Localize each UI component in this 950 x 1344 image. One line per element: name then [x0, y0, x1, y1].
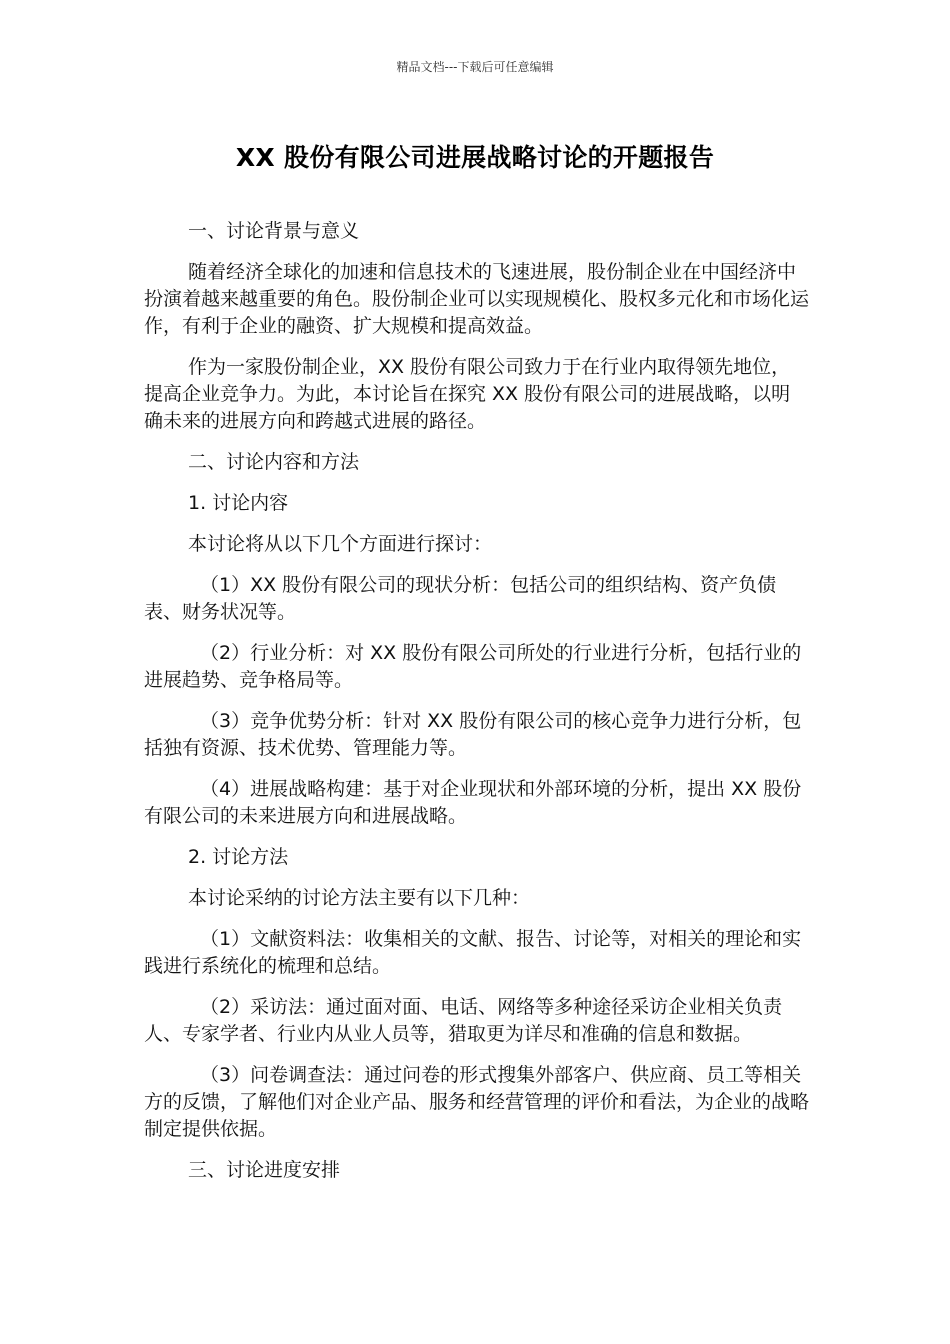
- document-body: [144, 218, 809, 1198]
- paragraph-background-1: 随着经济全球化的加速和信息技术的飞速进展，股份制企业在中国经济中扮演着越来越重要的角色。股份制企业可以实现规模化、股权多元化和市场化运作，有利于企业的融资、扩大规模和提高效益。: [144, 261, 810, 337]
- list-item-method-2: （2）采访法：通过面对面、电话、网络等多种途径采访企业相关负责人、专家学者、行业内从业人员等，猎取更为详尽和准确的信息和数据。: [144, 996, 783, 1045]
- paragraph-background-2: 作为一家股份制企业，XX 股份有限公司致力于在行业内取得领先地位，提高企业竞争力。为此，本讨论旨在探究 XX 股份有限公司的进展战略，以明确未来的进展方向和跨越式进展的路径。: [144, 356, 791, 432]
- section-heading-background: 一、讨论背景与意义: [188, 220, 360, 242]
- document-title: XX 股份有限公司进展战略讨论的开题报告: [235, 143, 715, 172]
- subsection-heading-content: 1. 讨论内容: [188, 492, 289, 514]
- list-item-content-1: （1）XX 股份有限公司的现状分析：包括公司的组织结构、资产负债表、财务状况等。: [144, 574, 777, 623]
- list-item-content-2: （2）行业分析：对 XX 股份有限公司所处的行业进行分析，包括行业的进展趋势、竞争格局等。: [144, 642, 802, 691]
- list-item-method-3: （3）问卷调查法：通过问卷的形式搜集外部客户、供应商、员工等相关方的反馈，了解他们对企业产品、服务和经营管理的评价和看法，为企业的战略制定提供依据。: [144, 1064, 810, 1140]
- section-heading-schedule: 三、讨论进度安排: [188, 1159, 341, 1181]
- subsection-heading-method: 2. 讨论方法: [188, 846, 289, 868]
- header-note: 精品文档---下载后可任意编辑: [396, 60, 554, 74]
- list-item-method-1: （1）文献资料法：收集相关的文献、报告、讨论等，对相关的理论和实践进行系统化的梳理和总结。: [144, 928, 802, 977]
- list-item-content-4: （4）进展战略构建：基于对企业现状和外部环境的分析，提出 XX 股份有限公司的未来进展方向和进展战略。: [144, 778, 802, 827]
- paragraph-content-intro: 本讨论将从以下几个方面进行探讨：: [188, 533, 493, 555]
- paragraph-method-intro: 本讨论采纳的讨论方法主要有以下几种：: [188, 887, 531, 909]
- section-heading-content-method: 二、讨论内容和方法: [188, 451, 360, 473]
- list-item-content-3: （3）竞争优势分析：针对 XX 股份有限公司的核心竞争力进行分析，包括独有资源、技术优势、管理能力等。: [144, 710, 802, 759]
